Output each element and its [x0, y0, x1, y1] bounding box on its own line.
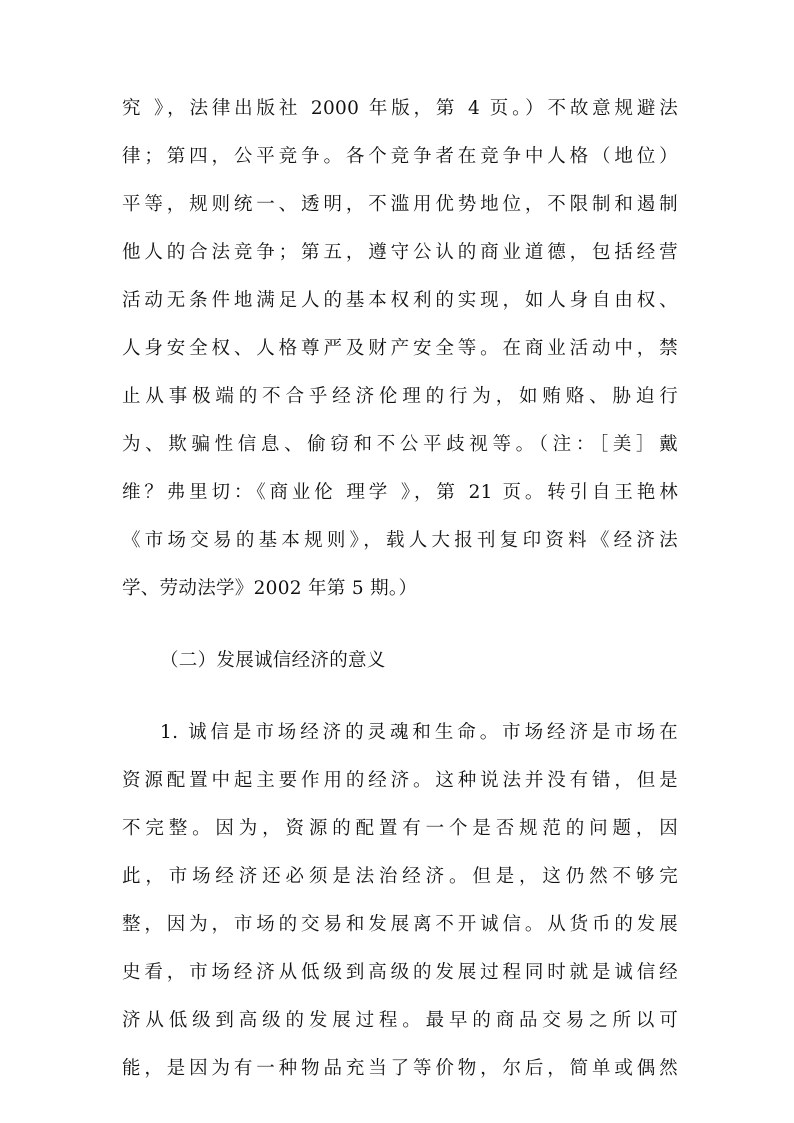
- paragraph-2-line-6: 史看，市场经济从低级到高级的发展过程同时就是诚信经: [122, 962, 678, 983]
- paragraph-1-line-1: 究 》，法律出版社 2000 年版，第 4 页。）不故意规避法: [122, 98, 678, 119]
- paragraph-1-line-3: 平等，规则统一、透明，不滥用优势地位，不限制和遏制: [122, 194, 678, 215]
- paragraph-2-line-4: 此，市场经济还必须是法治经济。但是，这仍然不够完: [122, 866, 678, 887]
- section-heading: （二）发展诚信经济的意义: [160, 650, 386, 671]
- paragraph-2-line-7: 济从低级到高级的发展过程。最早的商品交易之所以可: [122, 1010, 678, 1031]
- paragraph-1-line-6: 人身安全权、人格尊严及财产安全等。在商业活动中，禁: [122, 338, 678, 359]
- paragraph-2-line-1: 1. 诚信是市场经济的灵魂和生命。市场经济是市场在: [160, 722, 678, 743]
- paragraph-1-line-7: 止从事极端的不合乎经济伦理的行为，如贿赂、胁迫行: [122, 386, 678, 407]
- paragraph-2-line-3: 不完整。因为，资源的配置有一个是否规范的问题，因: [122, 818, 678, 839]
- paragraph-1-line-4: 他人的合法竞争；第五，遵守公认的商业道德，包括经营: [122, 242, 678, 263]
- paragraph-1-line-10: 《市场交易的基本规则》，载人大报刊复印资料《经济法: [122, 530, 678, 551]
- paragraph-1-line-11: 学、劳动法学》2002 年第 5 期。）: [122, 578, 418, 599]
- paragraph-1-line-9: 维？弗里切：《商业伦 理学 》，第 21 页。转引自王艳林: [122, 482, 678, 503]
- paragraph-1-line-8: 为、欺骗性信息、偷窃和不公平歧视等。（注：［美］戴: [122, 434, 678, 455]
- paragraph-2-line-2: 资源配置中起主要作用的经济。这种说法并没有错，但是: [122, 770, 678, 791]
- paragraph-1-line-5: 活动无条件地满足人的基本权利的实现，如人身自由权、: [122, 290, 678, 311]
- paragraph-2-line-5: 整，因为，市场的交易和发展离不开诚信。从货币的发展: [122, 914, 678, 935]
- paragraph-2-line-8: 能，是因为有一种物品充当了等价物，尔后，简单或偶然: [122, 1058, 678, 1079]
- paragraph-1-line-2: 律；第四，公平竞争。各个竞争者在竞争中人格（地位）: [122, 146, 678, 167]
